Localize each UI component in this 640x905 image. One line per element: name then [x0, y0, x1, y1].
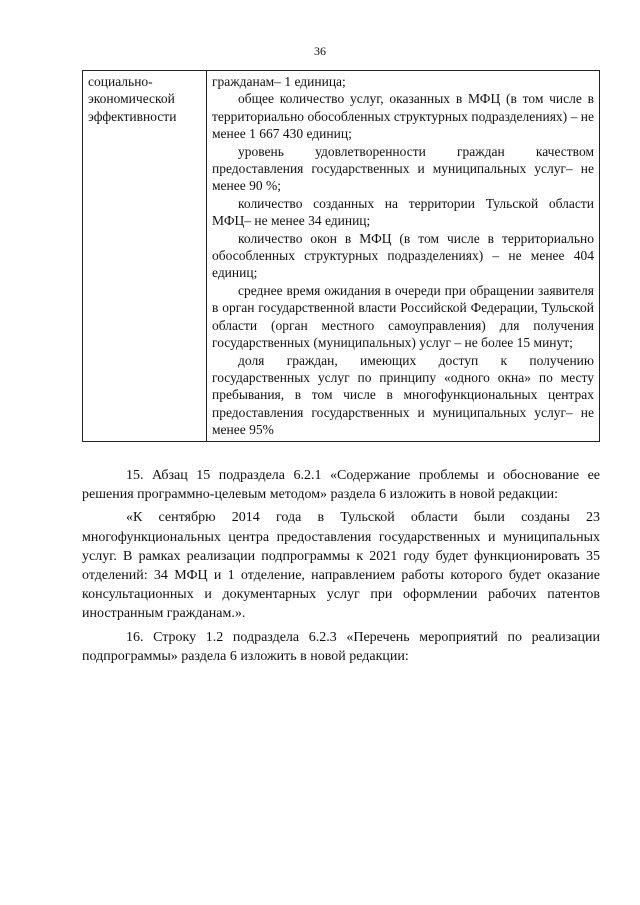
indicator-item: доля граждан, имеющих доступ к получению государственных услуг по принципу «одного окна» по месту пребывания, в том числе в многофункциональных центрах предоставления государственных и муниципальных услуг– не менее 95%: [212, 352, 594, 438]
paragraph: «К сентябрю 2014 года в Тульской области были созданы 23 многофункциональных центра предоставления государственных и муниципальных услуг. В рамках реализации подпрограммы к 2021 году будет функционировать 35 отделений: 34 МФЦ и 1 отделение, направлением работы которого будет оказание консультационных и документарных услуг при оформлении рабочих патентов иностранным гражданам.».: [82, 510, 600, 622]
indicator-label-cell: [83, 71, 207, 442]
indicator-item: количество окон в МФЦ (в том числе в территориально обособленных структурных подразделениях) – не менее 404 единиц;: [212, 230, 594, 281]
label-line: социально-: [88, 74, 153, 89]
indicator-item: количество созданных на территории Тульской области МФЦ– не менее 34 единиц;: [212, 195, 594, 229]
label-line: экономической: [88, 91, 175, 107]
indicator-item: уровень удовлетворенности граждан качеством предоставления государственных и муниципальных услуг– не менее 90 %;: [212, 143, 594, 194]
indicator-item: среднее время ожидания в очереди при обращении заявителя в орган государственной власти Российской Федерации, Тульской области (орган местного самоуправления) для получения государственных (муниципальных) услуг – не более 15 минут;: [212, 282, 594, 351]
indicator-values-cell: [207, 71, 600, 442]
label-line: эффективности: [88, 108, 177, 124]
paragraph: 15. Абзац 15 подраздела 6.2.1 «Содержание проблемы и обоснование ее решения программно-целевым методом» раздела 6 изложить в новой редакции:: [82, 468, 600, 503]
indicator-item: общее количество услуг, оказанных в МФЦ (в том числе в территориально обособленных структурных подразделениях) – не менее 1 667 430 единиц;: [212, 91, 594, 142]
document-body: [82, 466, 600, 670]
indicator-item: гражданам– 1 единица;: [212, 74, 346, 89]
page-number: 36: [314, 44, 326, 58]
indicators-table: [82, 70, 600, 442]
paragraph: 16. Строку 1.2 подраздела 6.2.3 «Перечень мероприятий по реализации подпрограммы» раздела 6 изложить в новой редакции:: [82, 629, 600, 664]
table-row: [83, 71, 600, 442]
